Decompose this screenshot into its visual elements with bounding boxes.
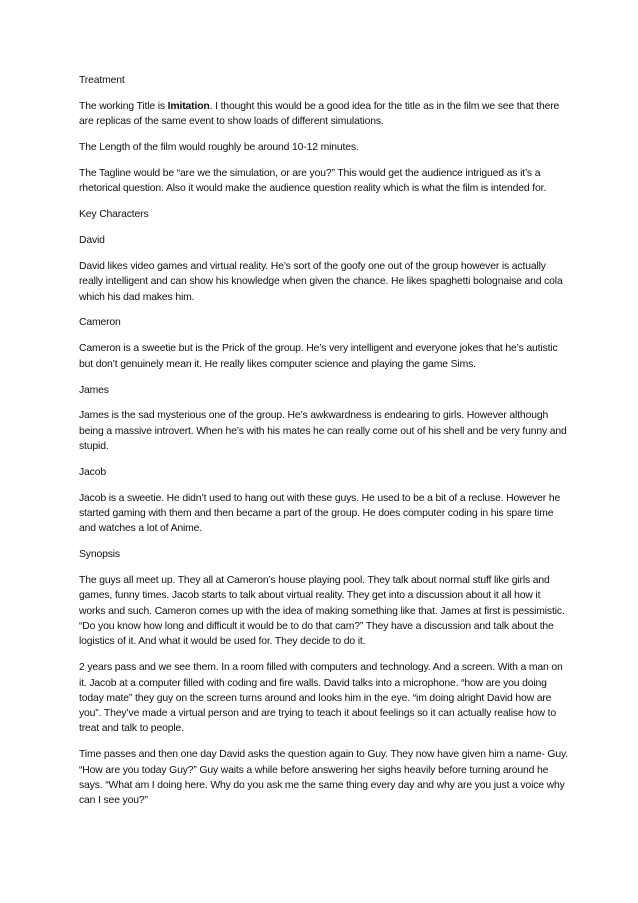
- document-page: [79, 73, 569, 819]
- synopsis-paragraph: 2 years pass and we see them. In a room filled with computers and technology. And a screen. With a man on it. Jacob at a computer filled with coding and fire walls. David talks into a microphone. “how are you doing today mate” they guy on the screen turns around and looks him in the eye. “im doing alright David how are you”. They’ve made a virtual person and are trying to teach it about feelings so it can actually realise how to treat and talk to people.: [79, 662, 563, 735]
- character-description-jacob: Jacob is a sweetie. He didn’t used to hang out with these guys. He used to be a bit of a recluse. However he started gaming with them and then became a part of the group. He does computer coding in his spare time and watches a lot of Anime.: [79, 492, 561, 535]
- working-title-paragraph: [79, 99, 569, 130]
- key-characters-heading: Key Characters: [79, 209, 149, 221]
- tagline-paragraph: The Tagline would be “are we the simulation, or are you?” This would get the audience intrigued as it’s a rhetorical question. Also it would make the audience question reality which is what the film is intended for.: [79, 167, 547, 195]
- character-name-cameron: Cameron: [79, 317, 121, 329]
- synopsis-heading: Synopsis: [79, 549, 120, 561]
- title-suffix: . I thought this would be a good idea for the title as in the film we see that there are replicas of the same event to show loads of different simulations.: [79, 100, 560, 128]
- title-prefix: The working Title is: [79, 100, 168, 112]
- character-name-jacob: Jacob: [79, 466, 106, 478]
- treatment-heading: Treatment: [79, 75, 125, 86]
- character-description-cameron: Cameron is a sweetie but is the Prick of the group. He’s very intelligent and everyone jokes that he’s autistic but don’t genuinely mean it. He really likes computer science and playing the game Sims.: [79, 343, 558, 370]
- character-name-david: David: [79, 235, 105, 247]
- character-description-james: James is the sad mysterious one of the group. He’s awkwardness is endearing to girls. However although being a massive introvert. When he’s with his mates he can really come out of his shell and be very funny and stupid.: [79, 410, 567, 452]
- character-description-david: David likes video games and virtual reality. He’s sort of the goofy one out of the group however is actually really intelligent and can show his knowledge when given the chance. He likes spaghetti bolognaise and cola which his dad makes him.: [79, 260, 563, 303]
- film-title: Imitation: [167, 100, 210, 112]
- synopsis-paragraph: The guys all meet up. They all at Cameron’s house playing pool. They talk about normal stuff like girls and games, funny times. Jacob starts to talk about virtual reality. They get into a discussion about it all how it works and such. Cameron comes up with the idea of making something like that. James at first is pessimistic. “Do you know how long and difficult it would be to do that cam?” They have a discussion and talk about the logistics of it. And what it would be used for. They decide to do it.: [79, 575, 565, 648]
- length-paragraph: The Length of the film would roughly be around 10-12 minutes.: [79, 142, 359, 154]
- character-name-james: James: [79, 384, 109, 396]
- synopsis-paragraph: Time passes and then one day David asks the question again to Guy. They now have given him a name- Guy. “How are you today Guy?” Guy waits a while before answering her sighs heavily before turning around he says. “What am I doing here. Why do you ask me the same thing every day and why are you just a voice why can I see you?”: [79, 749, 568, 807]
